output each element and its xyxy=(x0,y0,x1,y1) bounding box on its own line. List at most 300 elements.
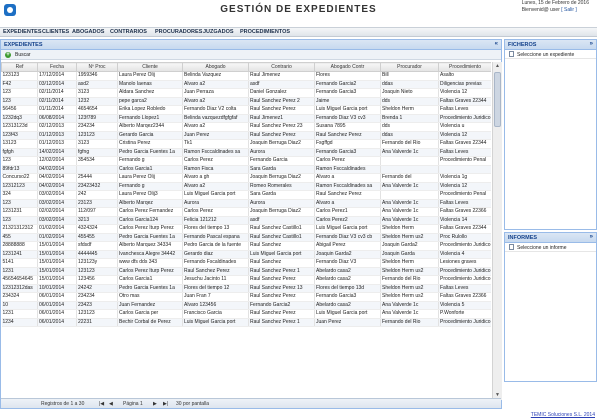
table-row[interactable] xyxy=(2,123,492,132)
table-row[interactable] xyxy=(2,89,492,98)
table-cell: Susana 7895 xyxy=(315,123,381,132)
table-cell: 03/12/2014 xyxy=(38,80,77,89)
table-cell: 03/02/2014 xyxy=(38,216,77,225)
table-row[interactable] xyxy=(2,131,492,140)
table-cell: Fernando del xyxy=(381,174,439,183)
table-cell: Juan Fernandez xyxy=(118,301,183,310)
column-header-abogado[interactable]: Abogado xyxy=(183,63,249,72)
table-cell: Carlos Perez1 xyxy=(315,208,381,217)
table-cell: Fernando Garcia2 xyxy=(315,80,381,89)
table-cell: Tk1 xyxy=(183,140,249,149)
table-row[interactable] xyxy=(2,310,492,319)
collapse-right-icon[interactable]: » xyxy=(589,41,593,47)
column-header-fecha[interactable]: Fecha xyxy=(38,63,77,72)
footer-company-link[interactable]: TEMIC Soluciones S.L. 2014 xyxy=(530,412,595,418)
table-row[interactable] xyxy=(2,267,492,276)
table-cell: 123 xyxy=(2,157,38,166)
grid-body xyxy=(2,72,492,327)
expedientes-panel-title: EXPEDIENTES xyxy=(4,42,43,48)
main-menu xyxy=(0,27,597,37)
table-cell: Ana Valverde 1c xyxy=(381,199,439,208)
table-cell: Laura Perez Olij3 xyxy=(118,191,183,200)
table-row[interactable] xyxy=(2,191,492,200)
table-cell: 21321312312 xyxy=(2,225,38,234)
table-cell: Raul Sanchez Perez xyxy=(249,310,315,319)
table-cell: 12312123 xyxy=(2,182,38,191)
table-cell: Raul Sanchez Perez xyxy=(249,131,315,140)
table-cell: 15/01/2014 xyxy=(38,250,77,259)
table-cell: 455455 xyxy=(77,233,118,242)
table-cell: Alvaro a2 xyxy=(183,182,249,191)
table-cell: 123 xyxy=(2,199,38,208)
table-cell: Carlos Perez xyxy=(315,157,381,166)
table-cell: Francisco Garcia xyxy=(183,310,249,319)
column-header-cliente[interactable]: Cliente xyxy=(118,63,183,72)
table-cell: Raul Sanchez Perez 1 xyxy=(249,267,315,276)
table-cell: Raul Sanchez Perez xyxy=(249,293,315,302)
table-cell: 04/02/2014 xyxy=(38,182,77,191)
table-cell: Raul Sanchez Perez 23 xyxy=(249,123,315,132)
ficheros-placeholder-item xyxy=(505,50,596,59)
table-cell xyxy=(381,165,439,174)
table-cell: Alvaro a2 xyxy=(183,80,249,89)
table-cell: Raul Sanchez Perez xyxy=(183,267,249,276)
table-row[interactable] xyxy=(2,208,492,217)
table-cell: 04/02/2014 xyxy=(38,165,77,174)
table-cell: Violencia 4 xyxy=(439,250,492,259)
table-cell: 1231231 xyxy=(2,208,38,217)
table-row[interactable] xyxy=(2,80,492,89)
table-cell: Ana Valverde 1c xyxy=(381,208,439,217)
table-cell: Violencia 5 xyxy=(439,301,492,310)
add-icon[interactable]: + xyxy=(6,52,10,58)
expedientes-panel xyxy=(0,39,502,409)
table-cell: 12313123d xyxy=(2,123,38,132)
table-cell: Laura Perez Olij xyxy=(118,174,183,183)
table-cell: dds xyxy=(381,97,439,106)
informes-placeholder-label: Seleccione un informe xyxy=(517,245,567,251)
table-cell: Luis Miguel Garcia port xyxy=(249,250,315,259)
table-cell: Fernando Garcia3 xyxy=(315,293,381,302)
table-row[interactable] xyxy=(2,199,492,208)
table-cell: Procedimiento Juridico xyxy=(440,318,491,325)
table-cell: 06/01/2014 xyxy=(38,301,77,310)
table-cell: Gerardo Garcia xyxy=(118,131,183,140)
table-cell: 23423432 xyxy=(77,182,118,191)
table-cell: Fernando Llopez1 xyxy=(118,114,183,123)
table-cell: Raul Sanchez xyxy=(249,242,315,251)
table-cell: Carlos Perez2 xyxy=(315,216,381,225)
table-cell: Faltas Leves xyxy=(439,199,492,208)
table-cell: Raul Sanchez Perez xyxy=(315,131,381,140)
table-cell: Luis Miguel Garcia port xyxy=(183,318,249,327)
table-cell: 1231 xyxy=(2,267,38,276)
table-cell: Violencia 12 xyxy=(439,89,492,98)
scrollbar-thumb[interactable] xyxy=(494,72,501,127)
table-cell: 04/02/2014 xyxy=(38,174,77,183)
table-cell: 10 xyxy=(2,301,38,310)
table-cell: 354534 xyxy=(77,157,118,166)
table-cell: P.Wonforte xyxy=(439,310,492,319)
table-cell: Ramon Fsccaldinades sa xyxy=(183,148,249,157)
table-cell: Fernando Fscaldinades xyxy=(183,259,249,268)
column-header-nproc[interactable]: Nº Proc xyxy=(77,63,118,72)
table-cell: Laura Perez Olij xyxy=(118,72,183,81)
scroll-down-icon[interactable]: ▼ xyxy=(495,392,500,398)
table-cell: 01/12/2013 xyxy=(38,140,77,149)
menu-item-clientes[interactable]: CLIENTES xyxy=(42,29,70,35)
table-row[interactable] xyxy=(2,148,492,157)
table-cell: 112/097 xyxy=(77,208,118,217)
table-cell: Faltas Leves xyxy=(439,148,492,157)
table-row[interactable] xyxy=(2,182,492,191)
table-cell: Concurso22 xyxy=(2,174,38,183)
prev-page-icon[interactable]: ◀ xyxy=(109,401,113,407)
table-cell: Sheldon Herm xyxy=(381,259,439,268)
scroll-up-icon[interactable]: ▲ xyxy=(495,63,500,69)
table-cell: 4444445 xyxy=(77,250,118,259)
table-cell xyxy=(381,191,439,200)
table-cell: asdf xyxy=(249,216,315,225)
table-cell: Raul Sanchez Perez 2 xyxy=(249,97,315,106)
table-cell: Procedimiento Juridico xyxy=(440,242,491,249)
table-cell: pepe garca2 xyxy=(118,97,183,106)
table-row[interactable] xyxy=(2,216,492,225)
table-cell: Aurora xyxy=(249,199,315,208)
current-date: Lunes, 15 de Febrero de 2016 xyxy=(521,0,589,6)
table-row[interactable] xyxy=(2,259,492,268)
table-cell: Alvaro a gh xyxy=(183,174,249,183)
table-cell: Alberto Marqez xyxy=(118,199,183,208)
table-cell: 89fdr13 xyxy=(2,165,38,174)
table-cell: Belinda vazquezdfgfgfaf xyxy=(183,114,249,123)
table-cell: Raul Jimenez xyxy=(249,72,315,81)
table-cell: Carlos Perez Iturp Perez xyxy=(118,267,183,276)
table-cell: Sheldon Herm xyxy=(381,225,439,234)
table-cell: Flores del tiempo 12 xyxy=(183,284,249,293)
table-row[interactable] xyxy=(2,233,492,242)
ficheros-panel xyxy=(504,39,597,230)
grid-header-row xyxy=(2,63,492,72)
table-cell: 23123 xyxy=(77,199,118,208)
table-cell: Romeo Romerales xyxy=(249,182,315,191)
table-cell: Raul Sanchez Perez 13 xyxy=(249,284,315,293)
pager-page: Página 1 xyxy=(123,401,143,407)
grid-toolbar xyxy=(1,50,501,60)
table-cell: 1232dq3 xyxy=(2,114,38,123)
table-cell: Pedro Garcia Fuentes 1a xyxy=(118,284,183,293)
table-cell: Faltas Graves 22366 xyxy=(439,293,492,302)
table-cell: Abigail Perez xyxy=(315,242,381,251)
table-cell: 28888888 xyxy=(2,242,38,251)
table-cell: Faltas Leves xyxy=(439,106,492,115)
menu-item-juzgados[interactable]: JUZGADOS xyxy=(203,29,234,35)
table-cell: Faltas Graves 22344 xyxy=(439,225,492,234)
table-cell: Abelardo casa2 xyxy=(315,276,381,285)
table-cell: 15/01/2014 xyxy=(38,276,77,285)
table-cell: Juan Perraza xyxy=(183,89,249,98)
column-header-procurador[interactable]: Procurador xyxy=(381,63,439,72)
table-cell xyxy=(381,157,439,166)
table-cell: asd2 xyxy=(77,80,118,89)
column-header-contrario[interactable]: Contrario xyxy=(249,63,315,72)
table-cell: Faltas Graves 22344 xyxy=(439,140,492,149)
ficheros-panel-title: FICHEROS xyxy=(508,42,537,48)
table-cell: 234234 xyxy=(77,123,118,132)
table-cell: Aldara Sanchez xyxy=(118,89,183,98)
menu-item-contrarios[interactable]: CONTRARIOS xyxy=(110,29,147,35)
table-row[interactable] xyxy=(2,114,492,123)
table-cell: Raul Sanchez Castillo1 xyxy=(249,233,315,242)
table-cell: 02/11/2014 xyxy=(38,97,77,106)
table-cell: Violencia 12 xyxy=(439,182,492,191)
table-cell: Alvaro a2 xyxy=(183,97,249,106)
table-cell: 324 xyxy=(2,191,38,200)
table-cell: fgfgh xyxy=(2,148,38,157)
table-cell: Alvaro a xyxy=(315,199,381,208)
table-cell: Fernando g xyxy=(118,182,183,191)
table-cell: Fernando Garcia3 xyxy=(315,89,381,98)
table-cell: 234234 xyxy=(77,293,118,302)
table-cell: Ana Valverde 1c xyxy=(381,301,439,310)
table-cell: Carlos Garcia124 xyxy=(118,216,183,225)
table-cell: 455 xyxy=(2,233,38,242)
table-cell: 06/01/2014 xyxy=(38,318,77,327)
table-cell: Fernando g xyxy=(118,157,183,166)
table-row[interactable] xyxy=(2,97,492,106)
table-cell: Abelardo casa2 xyxy=(315,301,381,310)
menu-item-procuradores[interactable]: PROCURADORES xyxy=(155,29,203,35)
table-cell: Fernando del Rio xyxy=(381,140,439,149)
table-cell: 123f789 xyxy=(77,114,118,123)
table-cell: Faltas Graves 22366 xyxy=(439,208,492,217)
table-cell: ddas xyxy=(381,131,439,140)
table-cell: 22231 xyxy=(77,318,118,327)
collapse-informes-icon[interactable]: » xyxy=(589,234,593,240)
table-cell: 12/02/2014 xyxy=(38,157,77,166)
table-cell: Fernando Diaz V3 cv3 cb xyxy=(315,233,381,242)
next-page-icon[interactable]: ▶ xyxy=(153,401,157,407)
table-cell: 06/01/2014 xyxy=(38,310,77,319)
table-row[interactable] xyxy=(2,242,492,251)
table-cell: 242 xyxy=(77,191,118,200)
table-row[interactable] xyxy=(2,106,492,115)
table-cell: Carlos Perez Fernandez xyxy=(118,208,183,217)
table-cell: Carlos Garcia per xyxy=(118,310,183,319)
table-cell: Belinda Vazquez xyxy=(183,72,249,81)
table-cell: 123123y xyxy=(77,259,118,268)
table-cell: Violencia 14 xyxy=(439,216,492,225)
table-cell: ddas xyxy=(381,80,439,89)
table-cell: Raul Sanchez xyxy=(249,259,315,268)
menu-item-expedientes[interactable]: EXPEDIENTES xyxy=(3,29,42,35)
column-header-ref[interactable]: Ref xyxy=(2,63,38,72)
table-cell: 123123 xyxy=(2,72,38,81)
table-cell: Diligencias previas xyxy=(439,80,492,89)
table-cell: Juan Fran 7 xyxy=(183,293,249,302)
table-cell: Sheldon Herm us2 xyxy=(381,267,439,276)
table-cell: Sheldon Herm us2 xyxy=(381,233,439,242)
table-cell: 5141 xyxy=(2,259,38,268)
table-cell: Ana Valverde 1c xyxy=(381,216,439,225)
table-cell: 234324 xyxy=(2,293,38,302)
table-cell xyxy=(77,165,118,174)
logout-link[interactable]: [ Salir ] xyxy=(561,7,577,13)
table-cell: Carlos Perez Iturp Perez xyxy=(118,225,183,234)
per-page-select[interactable]: 30 por pantalla xyxy=(176,401,210,407)
document-icon xyxy=(509,244,514,250)
table-cell: Procedimiento Juridico xyxy=(440,267,491,274)
table-cell: 17/12/2014 xyxy=(38,72,77,81)
table-cell: 02/11/2014 xyxy=(38,89,77,98)
table-cell: Luis Miguel Garcia port xyxy=(315,106,381,115)
table-cell: Faltas Graves 22344 xyxy=(439,97,492,106)
table-cell: Lesiones graves xyxy=(439,259,492,268)
table-cell: Jaime xyxy=(315,97,381,106)
table-row[interactable] xyxy=(2,225,492,234)
table-cell: Fernando Garcia xyxy=(249,157,315,166)
table-cell: 1231241 xyxy=(2,250,38,259)
table-cell: www dfs dds 343 xyxy=(118,259,183,268)
table-row[interactable] xyxy=(2,276,492,285)
table-cell: Procedimiento Juridico xyxy=(440,114,491,121)
table-cell: Raul Sanchez Perez xyxy=(249,276,315,285)
table-cell: 15/01/2014 xyxy=(38,242,77,251)
welcome-text: Bienvenid@ user xyxy=(521,7,560,13)
last-page-icon[interactable]: ▶| xyxy=(163,401,169,407)
table-cell: 123f43 xyxy=(2,131,38,140)
table-cell: 4654654 xyxy=(77,106,118,115)
first-page-icon[interactable]: |◀ xyxy=(99,401,105,407)
table-cell: 06/08/2014 xyxy=(38,114,77,123)
table-row[interactable] xyxy=(2,293,492,302)
column-header-abogado-contr[interactable]: Abogado Contr xyxy=(315,63,381,72)
table-cell: 25444 xyxy=(77,174,118,183)
table-cell: 3123 xyxy=(77,140,118,149)
table-cell: Jesuchu Jacinto 11 xyxy=(183,276,249,285)
table-cell: Fernando Garcia2 xyxy=(249,301,315,310)
table-cell: Violencia 12 xyxy=(439,131,492,140)
expedientes-grid xyxy=(1,62,491,400)
table-cell: Aurora xyxy=(183,199,249,208)
table-cell: 14/02/2014 xyxy=(38,148,77,157)
table-cell: 13123 xyxy=(2,140,38,149)
table-cell: Alvaro a2 xyxy=(183,123,249,132)
table-row[interactable] xyxy=(2,284,492,293)
collapse-left-icon[interactable]: « xyxy=(494,41,498,47)
table-cell: 123123 xyxy=(77,310,118,319)
table-cell: Cristina Perez xyxy=(118,140,183,149)
table-cell: 01/12/2013 xyxy=(38,131,77,140)
table-cell: Juan Perez xyxy=(183,131,249,140)
table-cell: Carlos Perez xyxy=(183,157,249,166)
table-row[interactable] xyxy=(2,301,492,310)
table-cell: Fernando Diaz V3 cv3 xyxy=(315,114,381,123)
table-cell: Sara Garda xyxy=(249,165,315,174)
table-cell: Alvaro a xyxy=(315,174,381,183)
search-button[interactable]: Buscar xyxy=(15,52,31,58)
table-cell: 12312312das xyxy=(2,284,38,293)
table-cell: Joaquin Garda xyxy=(381,250,439,259)
table-cell: Luis Miguel Garcia port xyxy=(315,225,381,234)
table-cell: 56456 xyxy=(2,106,38,115)
table-cell: Ana Valverde 1c xyxy=(381,148,439,157)
table-cell: Brenda 1 xyxy=(381,114,439,123)
table-row[interactable] xyxy=(2,318,492,327)
table-cell: Ramon Fsccaldinades sa xyxy=(315,182,381,191)
document-icon xyxy=(509,51,514,57)
table-cell: Sheldon Herm us2 xyxy=(381,284,439,293)
table-cell: Faltas Leves xyxy=(439,284,492,293)
table-cell: 123123 xyxy=(77,131,118,140)
table-row[interactable] xyxy=(2,250,492,259)
table-cell: 3213 xyxy=(77,216,118,225)
table-cell: Violencia u xyxy=(439,123,492,132)
table-cell: 03/02/2014 xyxy=(38,191,77,200)
page-title: GESTIÓN DE EXPEDIENTES xyxy=(220,4,377,15)
table-cell: 01/02/2014 xyxy=(38,225,77,234)
table-cell: Ana Valverde 1c xyxy=(381,310,439,319)
table-cell: Alberto Marquez 34334 xyxy=(118,242,183,251)
table-cell: Raul Sanchez Perez xyxy=(315,191,381,200)
table-row[interactable] xyxy=(2,140,492,149)
table-cell: Sheldon Herm us2 xyxy=(381,293,439,302)
table-cell: Joaquin Garda2 xyxy=(381,242,439,251)
grid-scrollbar[interactable] xyxy=(492,62,502,400)
table-cell: 1234 xyxy=(2,318,38,327)
table-row[interactable] xyxy=(2,157,492,166)
table-cell: Joaquin Garda2 xyxy=(315,250,381,259)
menu-item-abogados[interactable]: ABOGADOS xyxy=(72,29,105,35)
table-cell: sfdsdf xyxy=(77,242,118,251)
table-row[interactable] xyxy=(2,72,492,81)
table-cell: Procedimiento Penal xyxy=(439,191,492,200)
table-cell: Pedro Garcia de la fuente xyxy=(183,242,249,251)
informes-placeholder-item xyxy=(505,243,596,252)
table-cell: Raul Sanchez Perez xyxy=(249,106,315,115)
table-cell: Erika Lopez Robledo xyxy=(118,106,183,115)
ficheros-panel-header xyxy=(505,40,596,50)
table-cell: Flores xyxy=(315,72,381,81)
table-cell: Joaquin Nieto xyxy=(381,89,439,98)
table-cell: Sara Garda xyxy=(249,191,315,200)
table-cell: Bill xyxy=(381,72,439,81)
table-cell: 4324324 xyxy=(77,225,118,234)
table-cell: Procedimiento Penal xyxy=(439,157,492,166)
table-cell: Carlos Garcia1 xyxy=(118,276,183,285)
table-cell: Sheldon Herm xyxy=(381,106,439,115)
header xyxy=(0,0,597,26)
table-row[interactable] xyxy=(2,165,492,174)
table-cell: 02/02/2014 xyxy=(38,208,77,217)
table-row[interactable] xyxy=(2,174,492,183)
table-cell: Alberto Marqez2344 xyxy=(118,123,183,132)
table-cell: Joaquin Berruga Diaz2 xyxy=(249,140,315,149)
table-cell: Felicia 121212 xyxy=(183,216,249,225)
menu-item-procedimientos[interactable]: PROCEDIMIENTOS xyxy=(240,29,291,35)
user-area xyxy=(522,0,589,14)
table-cell: Pedro Garcia Fuentes 1a xyxy=(118,148,183,157)
table-cell: Luis Miguel Garcia port xyxy=(183,191,249,200)
ficheros-placeholder-label: Seleccione un expediente xyxy=(517,52,575,58)
table-cell: Manolo Iaenas xyxy=(118,80,183,89)
table-cell: Flores del tiempo 13d xyxy=(315,284,381,293)
column-header-procedimiento[interactable]: Procedimiento xyxy=(439,63,492,72)
table-cell: 24242 xyxy=(77,284,118,293)
table-cell: 3123 xyxy=(77,89,118,98)
table-cell: 23423 xyxy=(77,301,118,310)
table-cell: Ramon Fsccaldinades xyxy=(315,165,381,174)
